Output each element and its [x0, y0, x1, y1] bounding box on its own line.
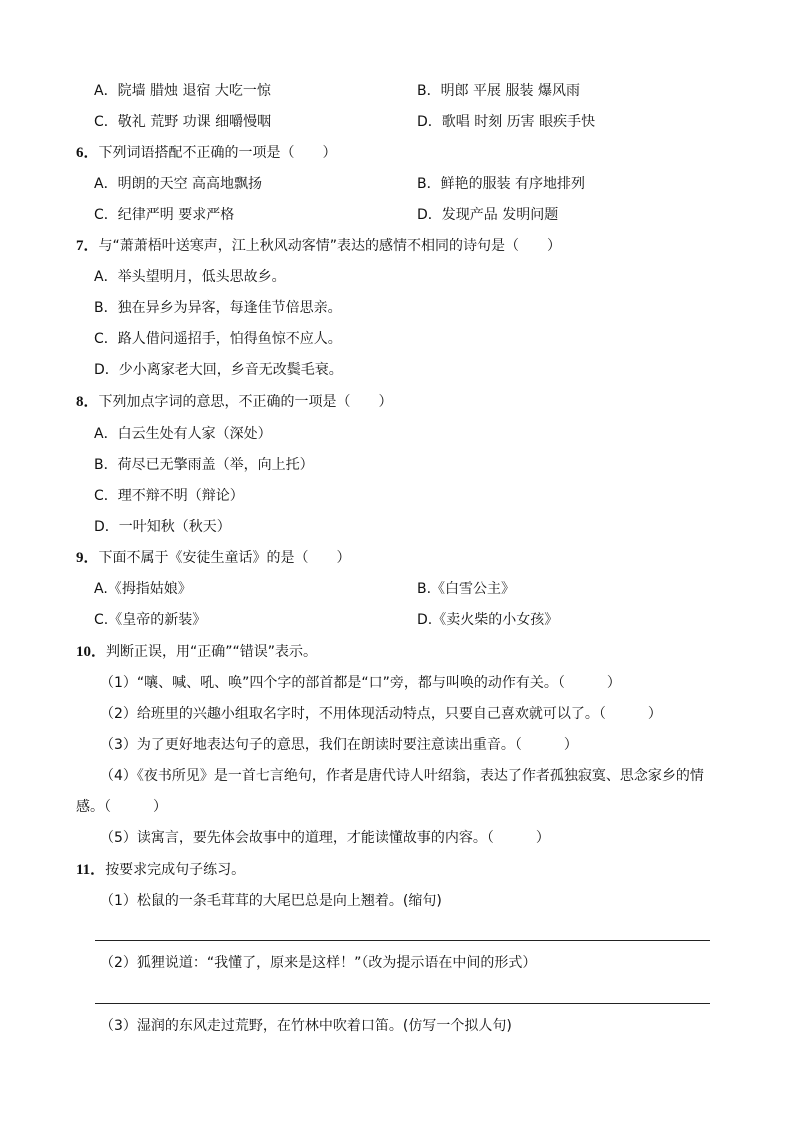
q10-number: 10．	[76, 644, 107, 660]
q8-number: 8．	[76, 394, 99, 410]
q10-item-5: （5）读寓言，要先体会故事中的道理，才能读懂故事的内容。（ ）	[100, 830, 550, 846]
q5-option-d: D．歌唱 时刻 历害 眼疾手快	[417, 114, 596, 130]
q7-option-c: C．路人借问遥招手，怕得鱼惊不应人。	[94, 331, 342, 347]
q11-item-1: （1）松鼠的一条毛茸茸的大尾巴总是向上翘着。(缩句)	[100, 893, 442, 909]
q10-item-4-continued: 感。（ ）	[76, 799, 167, 815]
q5-option-a: A．院墙 腊烛 退宿 大吃一惊	[94, 83, 271, 99]
q11-number: 11．	[76, 862, 106, 878]
q5-option-c: C．敬礼 荒野 功课 细嚼慢咽	[94, 114, 272, 130]
q8-option-b: B．荷尽已无擎雨盖（举，向上托）	[94, 457, 314, 473]
q10-item-4: （4）《夜书所见》是一首七言绝句，作者是唐代诗人叶绍翁，表达了作者孤独寂寞、思念家乡的情	[100, 768, 704, 784]
q7-stem	[76, 237, 561, 255]
q7-option-d: D．少小离家老大回，乡音无改鬓毛衰。	[94, 362, 343, 378]
q10-item-1: （1）“嚷、喊、吼、唤”四个字的部首都是“口”旁，都与叫唤的动作有关。（ ）	[100, 675, 621, 691]
q9-option-d: D.《卖火柴的小女孩》	[417, 612, 559, 628]
q11-item-2: （2）狐狸说道：“我懂了，原来是这样！”（改为提示语在中间的形式）	[100, 955, 537, 971]
q8-option-c: C．理不辩不明（辩论）	[94, 488, 244, 504]
q7-text: 与“萧萧梧叶送寒声，江上秋风动客情”表达的感情不相同的诗句是（ ）	[98, 238, 562, 254]
q8-text: 下列加点字词的意思，不正确的一项是（ ）	[98, 394, 393, 410]
q6-text: 下列词语搭配不正确的一项是（ ）	[98, 145, 337, 161]
q5-option-b: B．明郎 平展 服装 爆风雨	[417, 83, 580, 99]
q7-option-b: B．独在异乡为异客，每逢佳节倍思亲。	[94, 300, 342, 316]
q6-option-c: C．纪律严明 要求严格	[94, 207, 235, 223]
q11-item-3: （3）湿润的东风走过荒野，在竹林中吹着口笛。(仿写一个拟人句)	[100, 1018, 512, 1034]
q9-stem	[76, 549, 351, 567]
q9-option-b: B.《白雪公主》	[417, 581, 516, 597]
q6-stem	[76, 144, 337, 162]
q9-option-a: A.《拇指姑娘》	[94, 581, 192, 597]
answer-line-2[interactable]	[95, 1003, 710, 1004]
q8-stem	[76, 393, 393, 411]
q6-option-b: B．鲜艳的服装 有序地排列	[417, 176, 586, 192]
q10-item-3: （3）为了更好地表达句子的意思，我们在朗读时要注意读出重音。（ ）	[100, 737, 578, 753]
q6-number: 6．	[76, 145, 99, 161]
q11-text: 按要求完成句子练习。	[105, 862, 246, 878]
q10-item-2: （2）给班里的兴趣小组取名字时，不用体现活动特点，只要自己喜欢就可以了。（ ）	[100, 706, 662, 722]
q10-stem	[76, 643, 317, 661]
q8-option-a: A．白云生处有人家（深处）	[94, 426, 272, 442]
q6-option-d: D．发现产品 发明问题	[417, 207, 559, 223]
q11-stem	[76, 861, 245, 879]
q10-text: 判断正误，用“正确”“错误”表示。	[106, 644, 318, 660]
q8-option-d: D．一叶知秋（秋天）	[94, 519, 231, 535]
q6-option-a: A．明朗的天空 高高地飘扬	[94, 176, 263, 192]
q9-text: 下面不属于《安徒生童话》的是（ ）	[98, 550, 351, 566]
q9-option-c: C.《皇帝的新装》	[94, 612, 207, 628]
answer-line-1[interactable]	[95, 940, 710, 941]
q7-number: 7．	[76, 238, 99, 254]
q7-option-a: A．举头望明月，低头思故乡。	[94, 269, 286, 285]
q9-number: 9．	[76, 550, 99, 566]
